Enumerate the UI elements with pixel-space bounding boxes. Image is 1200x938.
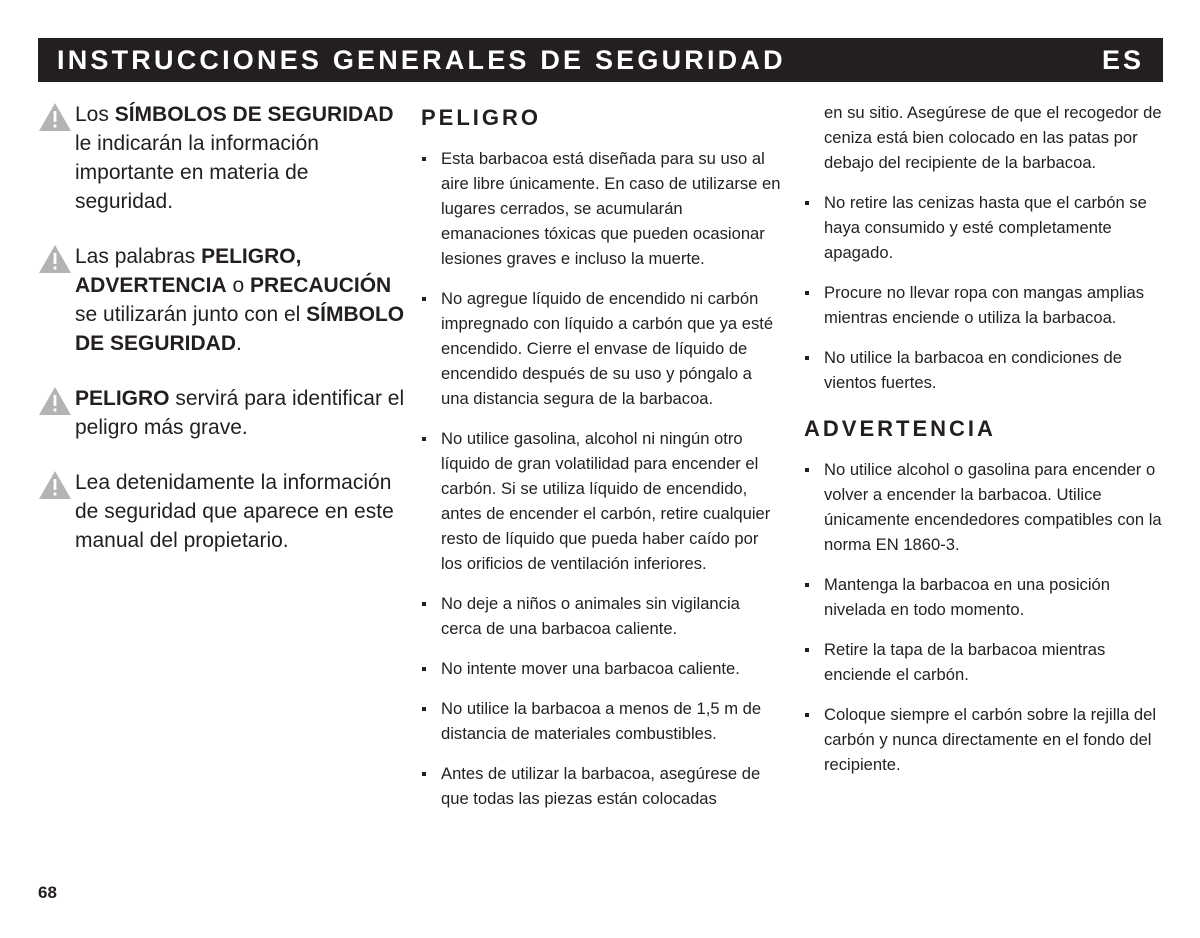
continued-text: en su sitio. Asegúrese de que el recogedor de ceniza está bien colocado en las patas por debajo del recipiente de la barbacoa. (824, 103, 1162, 172)
warning-triangle-icon (38, 470, 72, 500)
symbol-note (38, 468, 408, 555)
page-header (38, 38, 1163, 82)
warning-triangle-icon (38, 244, 72, 274)
list-item: Procure no llevar ropa con mangas amplias mientras enciende o utiliza la barbacoa. (804, 280, 1164, 330)
page-number: 68 (38, 883, 57, 902)
warning-triangle-icon (38, 102, 72, 132)
list-item: No deje a niños o animales sin vigilancia cerca de una barbacoa caliente. (421, 591, 781, 641)
list-item: No utilice alcohol o gasolina para encender o volver a encender la barbacoa. Utilice únicamente encendedores compatibles con la norma EN 1860-3. (804, 457, 1164, 557)
symbol-note-text: Las palabras (75, 245, 202, 268)
safety-symbols-column (38, 100, 408, 581)
advertencia-column (804, 100, 1164, 792)
symbol-note-text: le indicarán la información importante en materia de seguridad. (75, 132, 319, 213)
peligro-list-continued (804, 190, 1164, 395)
symbol-note-bold: SÍMBOLO DE SEGURIDAD (75, 303, 405, 355)
symbol-note-bold: PELIGRO (75, 387, 170, 410)
symbol-note-text: Lea detenidamente la información de seguridad que aparece en este manual del propietario. (75, 471, 394, 552)
list-item: Coloque siempre el carbón sobre la rejilla del carbón y nunca directamente en el fondo del recipiente. (804, 702, 1164, 777)
warning-triangle-icon (38, 386, 72, 416)
list-item: No retire las cenizas hasta que el carbón se haya consumido y esté completamente apagado. (804, 190, 1164, 265)
symbol-note-text: servirá para identificar el peligro más grave. (75, 387, 405, 439)
list-item: No utilice la barbacoa en condiciones de vientos fuertes. (804, 345, 1164, 395)
advertencia-list (804, 457, 1164, 777)
symbol-note-text: Los (75, 103, 115, 126)
symbol-note-text: . (236, 332, 242, 355)
list-item: No utilice gasolina, alcohol ni ningún otro líquido de gran volatilidad para encender el carbón. Si se utiliza líquido de encendido, antes de encender el carbón, retire cualquier resto de líquido que pueda haber caído por los orificios de ventilación inferiores. (421, 426, 781, 576)
peligro-column (421, 100, 781, 826)
list-item: No intente mover una barbacoa caliente. (421, 656, 781, 681)
symbol-note (38, 100, 408, 216)
list-item: Retire la tapa de la barbacoa mientras enciende el carbón. (804, 637, 1164, 687)
symbol-note-text: se utilizarán junto con el (75, 303, 307, 326)
symbol-note (38, 384, 408, 442)
symbol-note-text: o (226, 274, 251, 297)
symbol-note-bold: SÍMBOLOS DE SEGURIDAD (114, 103, 394, 126)
list-item: Mantenga la barbacoa en una posición nivelada en todo momento. (804, 572, 1164, 622)
language-code: ES (1101, 44, 1144, 75)
list-item: Antes de utilizar la barbacoa, asegúrese de que todas las piezas están colocadas (421, 761, 781, 811)
list-item: Esta barbacoa está diseñada para su uso al aire libre únicamente. En caso de utilizarse en lugares cerrados, se acumularán emanaciones tóxicas que pueden ocasionar lesiones graves e incluso la muerte. (421, 146, 781, 271)
section-heading-peligro: PELIGRO (421, 105, 542, 130)
list-item: No utilice la barbacoa a menos de 1,5 m de distancia de materiales combustibles. (421, 696, 781, 746)
symbol-note-bold: PELIGRO, ADVERTENCIA (75, 245, 302, 297)
peligro-list (421, 146, 781, 811)
list-item: No agregue líquido de encendido ni carbón impregnado con líquido a carbón que ya esté encendido. Cierre el envase de líquido de encendido después de su uso y póngalo a una distancia segura de la barbacoa. (421, 286, 781, 411)
page-title: INSTRUCCIONES GENERALES DE SEGURIDAD (57, 44, 786, 75)
section-heading-advertencia: ADVERTENCIA (804, 416, 996, 441)
symbol-note (38, 242, 408, 358)
symbol-note-bold: PRECAUCIÓN (250, 274, 392, 297)
